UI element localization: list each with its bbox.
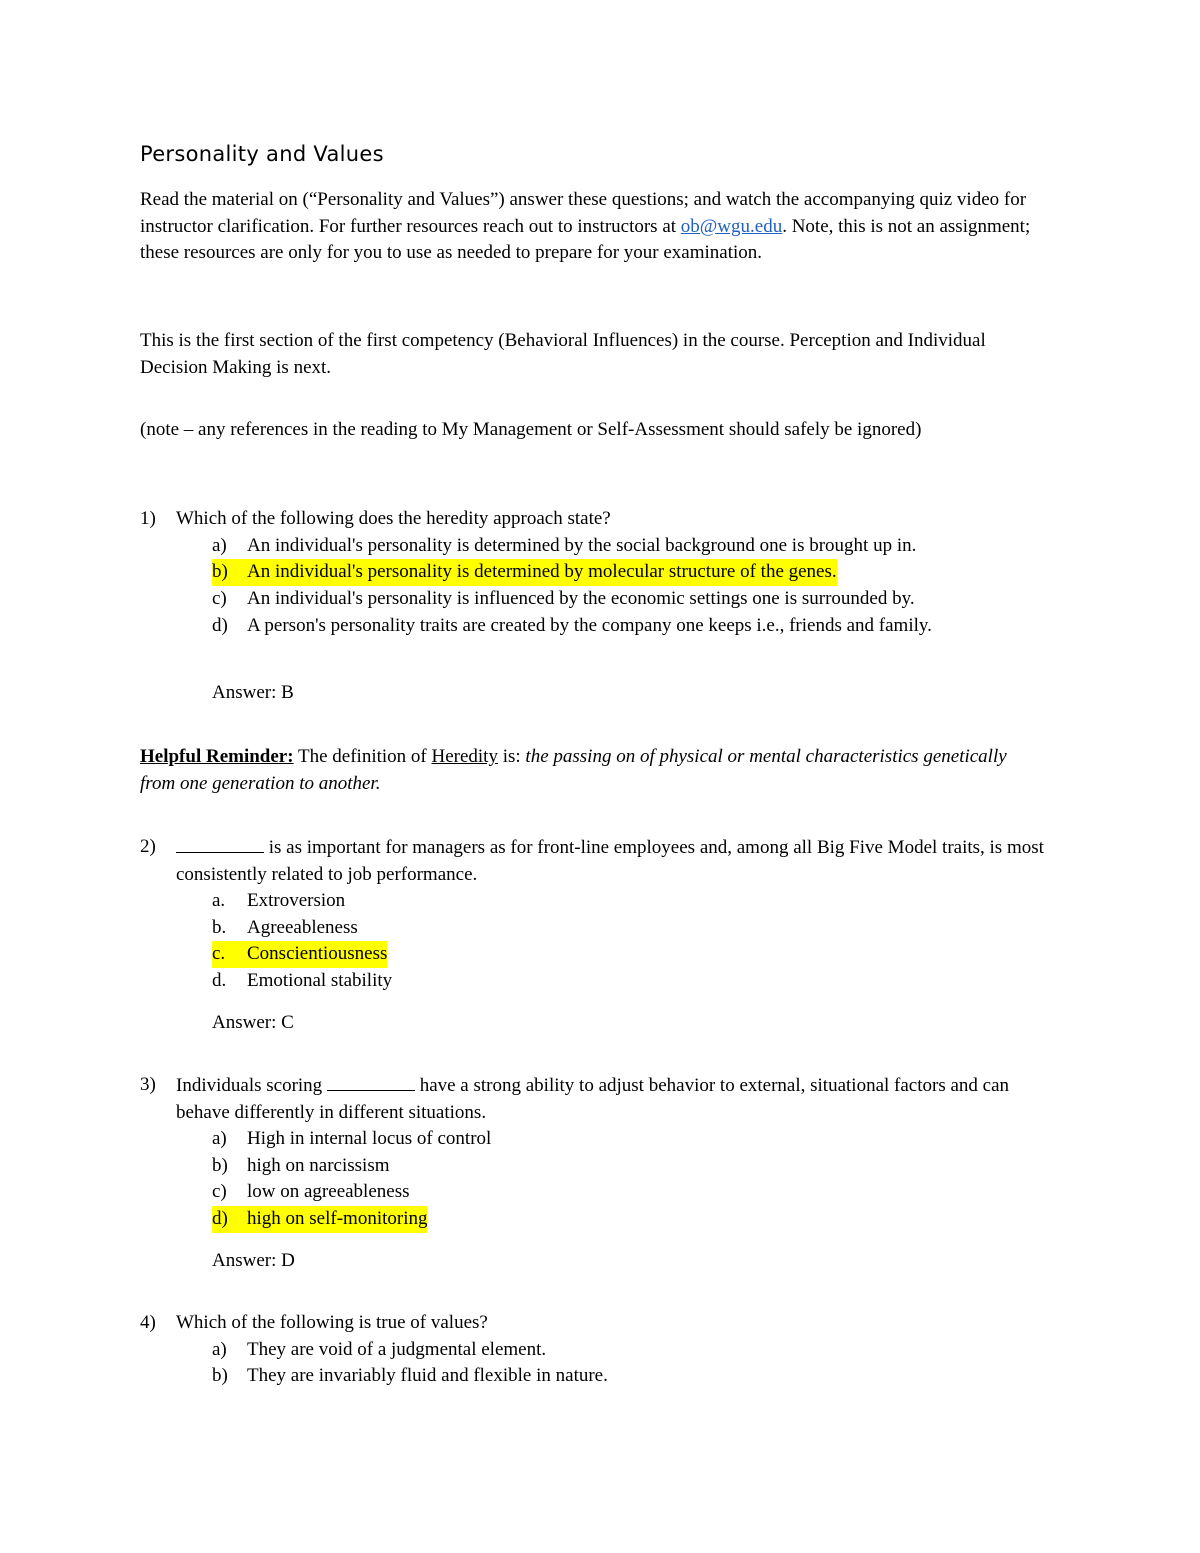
option-text: They are invariably fluid and flexible in nature. <box>247 1365 608 1387</box>
option-c <box>212 1179 1050 1206</box>
question-text: Which of the following is true of values? <box>176 1312 488 1333</box>
reminder-term: Heredity <box>431 746 498 767</box>
reminder-text-2: is: <box>497 746 526 767</box>
intro-text-start: Read the material on (“Personality and Values”) answer these questions; and watch the accompanying quiz video for instructor clarification. For further resources reach out to instructors at <box>140 189 1027 237</box>
option-letter: d) <box>212 1206 247 1233</box>
option-b <box>212 915 1050 942</box>
question-number: 1) <box>140 508 156 529</box>
question-number: 3) <box>140 1074 156 1095</box>
option-b <box>212 1363 1050 1390</box>
option-list <box>212 533 1050 640</box>
option-d <box>212 613 1050 640</box>
answer-line: Answer: C <box>212 1011 294 1033</box>
option-a <box>212 1337 1050 1364</box>
option-letter: a. <box>212 890 226 911</box>
option-text: An individual's personality is influenced by the economic settings one is surrounded by. <box>247 587 915 609</box>
reminder-text: The definition of <box>293 746 432 767</box>
option-letter: a) <box>212 534 227 556</box>
question-text <box>176 834 1046 888</box>
answer-line: Answer: D <box>212 1249 295 1271</box>
question-1 <box>140 506 1050 707</box>
question-number: 2) <box>140 836 156 857</box>
question-text-rest: have a strong ability to adjust behavior to external, situational factors and can behave differently in different situations. <box>176 1075 1010 1123</box>
option-letter: a) <box>212 1338 227 1360</box>
question-number: 4) <box>140 1312 156 1333</box>
option-letter: a) <box>212 1128 227 1149</box>
option-letter: b. <box>212 916 227 938</box>
option-text: Agreeableness <box>247 916 358 938</box>
helpful-reminder <box>140 744 1045 797</box>
section-note-paragraph: This is the first section of the first competency (Behavioral Influences) in the course. Perception and Individual Decision Making is next. <box>140 330 986 378</box>
option-list <box>212 888 1050 995</box>
option-b <box>212 1153 1050 1180</box>
intro-paragraph <box>140 187 1045 267</box>
question-text: Which of the following does the heredity approach state? <box>176 508 611 529</box>
ignore-note-paragraph: (note – any references in the reading to My Management or Self-Assessment should safely be ignored) <box>140 419 922 440</box>
option-text: High in internal locus of control <box>247 1128 492 1149</box>
option-d-correct <box>212 1206 1050 1233</box>
option-a <box>212 1126 1050 1153</box>
option-text: Extroversion <box>247 890 346 911</box>
option-c <box>212 586 1050 613</box>
option-list <box>212 1337 1050 1390</box>
option-letter: c) <box>212 1181 227 1203</box>
answer-line: Answer: B <box>212 682 294 704</box>
option-text: high on self-monitoring <box>247 1206 427 1233</box>
reminder-definition: the passing on of physical or mental characteristics genetically from one generation to another. <box>140 746 1007 794</box>
question-text <box>176 1072 1046 1126</box>
intro-text-end: . Note, this is not an assignment; these resources are only for you to use as needed to prepare for your examination. <box>140 215 1031 263</box>
option-letter: b) <box>212 1154 228 1176</box>
answer-blank <box>327 1072 415 1091</box>
option-letter: b) <box>212 559 249 586</box>
option-text: high on narcissism <box>247 1154 390 1176</box>
question-3 <box>140 1072 1050 1274</box>
option-letter: c) <box>212 587 227 609</box>
instructor-email-link[interactable]: ob@wgu.edu <box>680 215 783 237</box>
option-letter: c. <box>212 941 248 968</box>
option-letter: d. <box>212 970 227 992</box>
option-letter: d) <box>212 614 228 636</box>
option-d <box>212 968 1050 995</box>
option-list <box>212 1126 1050 1233</box>
option-text: An individual's personality is determined by molecular structure of the genes. <box>247 559 837 586</box>
option-text: Conscientiousness <box>247 941 387 968</box>
question-text-start: Individuals scoring <box>176 1075 327 1096</box>
option-c-correct <box>212 941 1050 968</box>
answer-blank <box>176 834 264 853</box>
question-text-rest: is as important for managers as for front-line employees and, among all Big Five Model traits, is most consistently related to job performance. <box>176 837 1044 885</box>
question-4 <box>140 1310 1050 1390</box>
question-2 <box>140 834 1050 1036</box>
option-b-correct <box>212 559 1050 586</box>
option-text: An individual's personality is determined by the social background one is brought up in. <box>247 534 917 556</box>
page-title: Personality and Values <box>140 142 384 166</box>
option-a <box>212 888 1050 915</box>
option-text: Emotional stability <box>247 970 393 992</box>
option-a <box>212 533 1050 560</box>
reminder-label: Helpful Reminder: <box>140 746 294 767</box>
option-text: low on agreeableness <box>247 1181 410 1203</box>
option-text: A person's personality traits are created by the company one keeps i.e., friends and family. <box>247 614 932 636</box>
option-letter: b) <box>212 1365 228 1387</box>
option-text: They are void of a judgmental element. <box>247 1338 547 1360</box>
